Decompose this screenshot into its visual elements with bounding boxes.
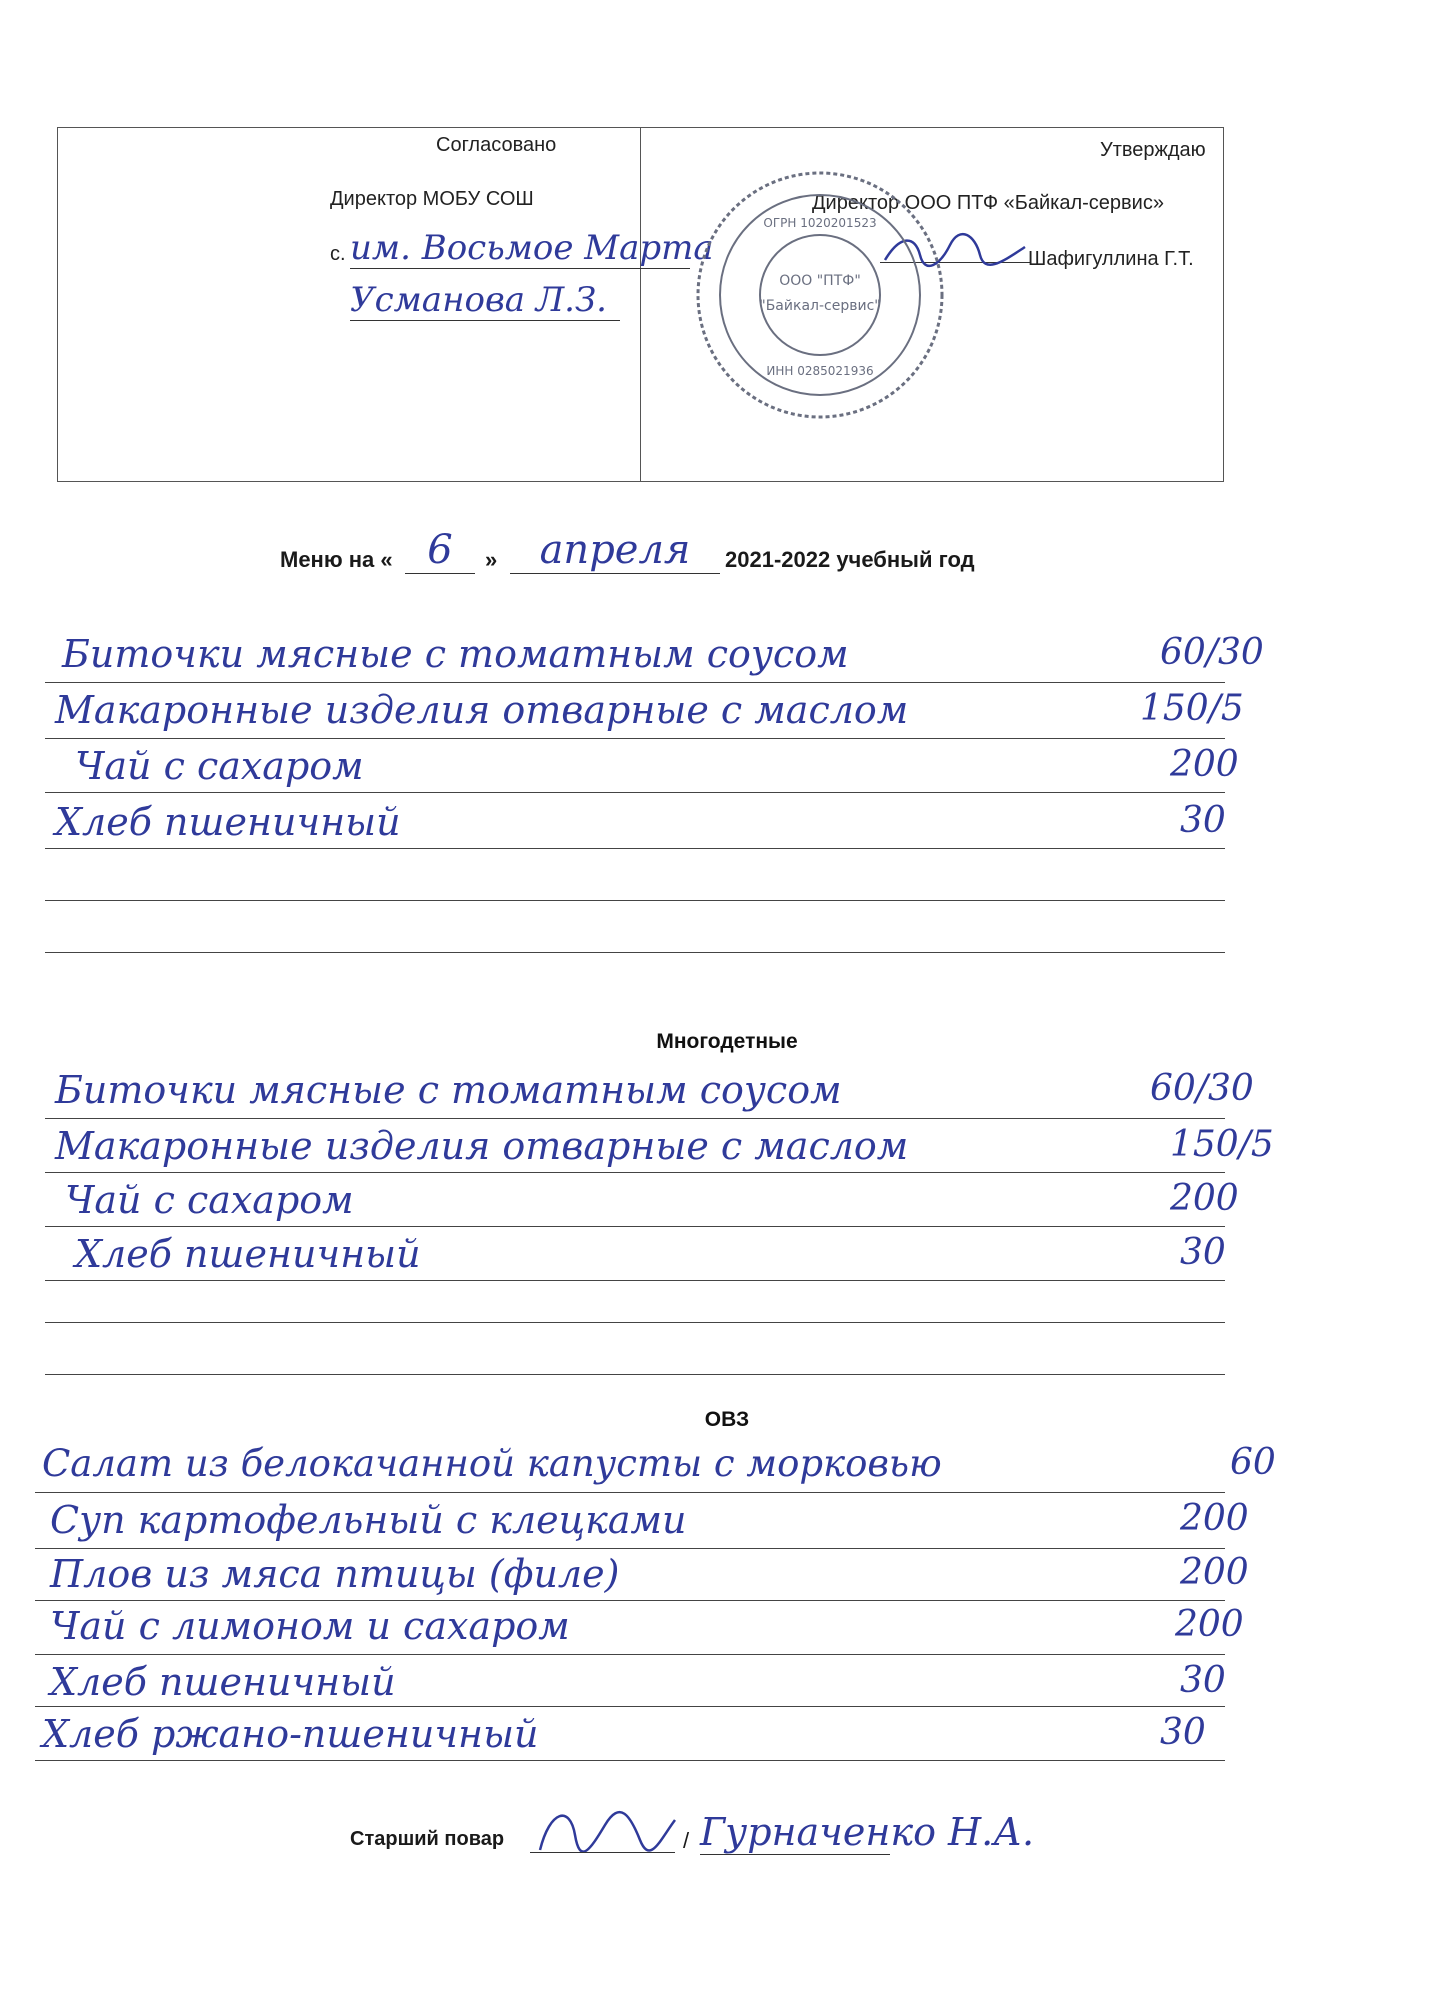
approval-left-director-name: Усманова Л.З. xyxy=(350,280,620,321)
menu-item-qty: 30 xyxy=(1180,1660,1226,1701)
menu-item-qty: 30 xyxy=(1180,1232,1226,1273)
menu-item-name: Макаронные изделия отварные с маслом xyxy=(55,688,909,732)
menu-item-qty: 200 xyxy=(1170,1178,1239,1219)
section-title: Многодетные xyxy=(656,1030,798,1053)
menu-item-qty: 200 xyxy=(1170,744,1239,785)
stamp-inn: ИНН 0285021936 xyxy=(766,364,874,378)
menu-item-name: Чай с сахаром xyxy=(75,744,364,788)
menu-item-name: Суп картофельный с клецками xyxy=(50,1498,687,1542)
menu-item-name: Хлеб пшеничный xyxy=(50,1660,396,1704)
menu-item-name: Хлеб пшеничный xyxy=(55,800,401,844)
stamp-ogrn: ОГРН 1020201523 xyxy=(763,216,877,230)
approval-right-position: Директор ООО ПТФ «Байкал-сервис» xyxy=(812,192,1164,214)
menu-item-qty: 30 xyxy=(1180,800,1226,841)
menu-item-name: Макаронные изделия отварные с маслом xyxy=(55,1124,909,1168)
stamp-name: "Байкал-сервис" xyxy=(759,298,881,314)
menu-header-month: апреля xyxy=(510,527,720,574)
approval-left-village: им. Восьмое Марта xyxy=(350,228,714,268)
menu-item-qty: 200 xyxy=(1180,1552,1249,1593)
approval-left-heading: Согласовано xyxy=(436,134,557,156)
menu-item-qty: 200 xyxy=(1175,1604,1244,1645)
menu-item-name: Чай с лимоном и сахаром xyxy=(50,1604,570,1648)
menu-header-day: 6 xyxy=(405,527,475,574)
menu-item-name: Плов из мяса птицы (филе) xyxy=(50,1552,620,1596)
footer-chef-name: Гурначенко Н.А. xyxy=(700,1810,1035,1854)
approval-divider xyxy=(640,127,641,482)
approval-left-village-prefix: с. xyxy=(330,243,346,265)
menu-item-qty: 60/30 xyxy=(1160,632,1264,673)
company-stamp xyxy=(690,165,950,425)
stamp-org: ООО "ПТФ" xyxy=(779,273,861,289)
menu-header-suffix: 2021-2022 учебный год xyxy=(725,547,975,572)
menu-item-qty: 200 xyxy=(1180,1498,1249,1539)
menu-item-qty: 60 xyxy=(1230,1442,1276,1483)
menu-item-qty: 150/5 xyxy=(1140,688,1244,729)
approval-right-heading: Утверждаю xyxy=(1100,139,1206,161)
footer-label: Старший повар xyxy=(350,1828,505,1850)
menu-item-name: Салат из белокачанной капусты с морковью xyxy=(42,1442,942,1485)
menu-item-name: Чай с сахаром xyxy=(65,1178,354,1222)
menu-header xyxy=(280,527,1080,585)
menu-item-name: Биточки мясные с томатным соусом xyxy=(62,632,849,676)
footer-separator: / xyxy=(683,1828,690,1853)
section-title: ОВЗ xyxy=(704,1408,750,1431)
menu-item-name: Биточки мясные с томатным соусом xyxy=(55,1068,842,1112)
menu-header-prefix: Меню на « xyxy=(280,547,393,572)
menu-item-qty: 150/5 xyxy=(1170,1124,1274,1165)
menu-item-name: Хлеб ржано-пшеничный xyxy=(42,1712,539,1756)
approval-right-director-name: Шафигуллина Г.Т. xyxy=(1028,248,1194,270)
chef-signature xyxy=(530,1800,680,1860)
menu-item-qty: 30 xyxy=(1160,1712,1206,1753)
menu-item-qty: 60/30 xyxy=(1150,1068,1254,1109)
approval-left-position: Директор МОБУ СОШ xyxy=(330,188,534,210)
menu-item-name: Хлеб пшеничный xyxy=(75,1232,421,1276)
menu-header-middle: » xyxy=(485,547,498,572)
